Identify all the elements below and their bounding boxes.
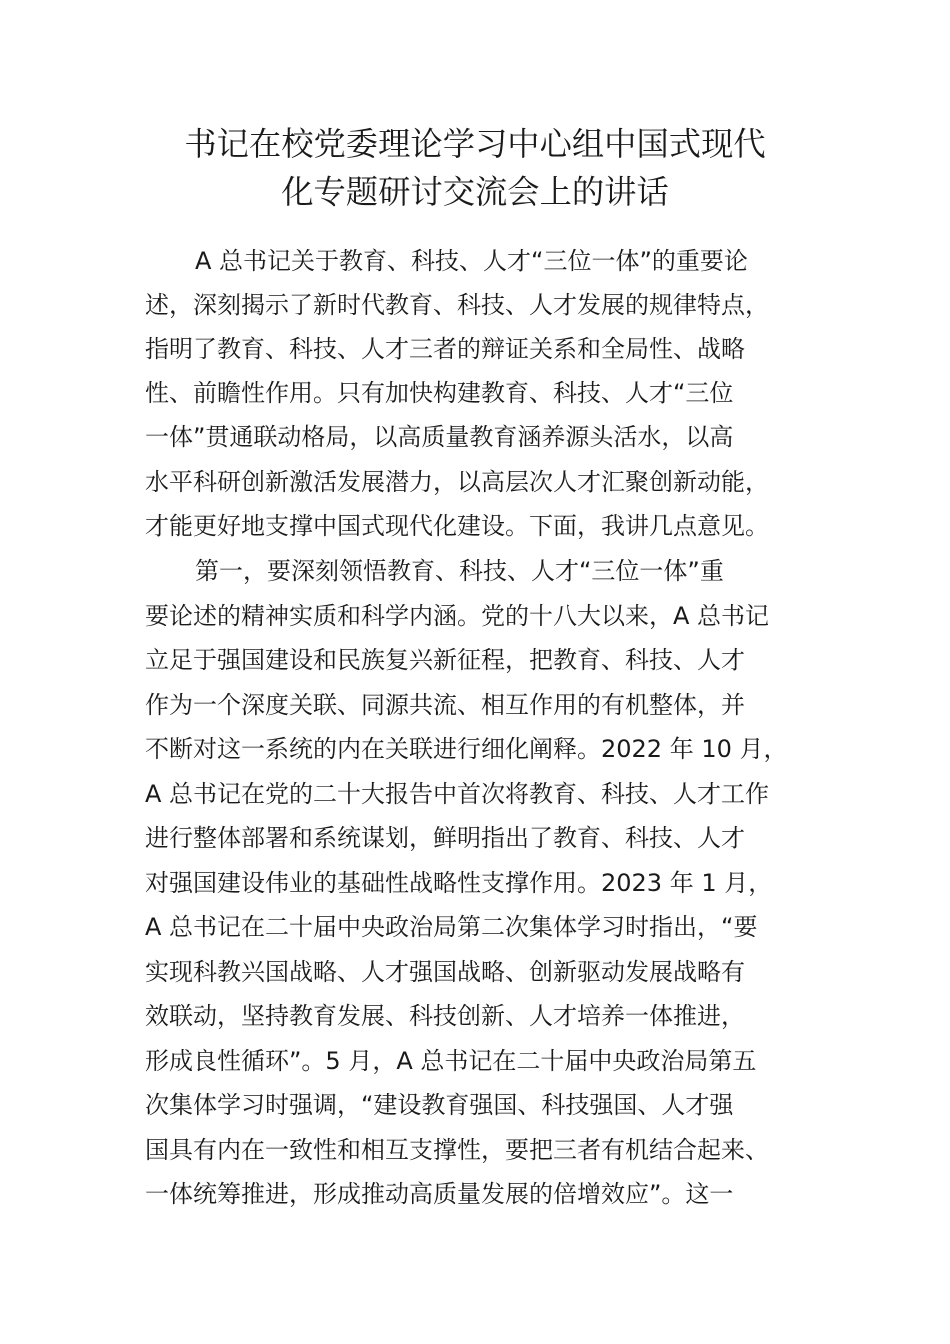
text-line: 国具有内在一致性和相互支撑性，要把三者有机结合起来、: [145, 1136, 769, 1164]
title-line: 化专题研讨交流会上的讲话: [281, 173, 669, 211]
text-line: A 总书记在二十届中央政治局第二次集体学习时指出，“要: [145, 913, 758, 941]
text-line: 指明了教育、科技、人才三者的辩证关系和全局性、战略: [145, 335, 745, 363]
text-line: 实现科教兴国战略、人才强国战略、创新驱动发展战略有: [145, 958, 745, 986]
text-line: 一体”贯通联动格局，以高质量教育涵养源头活水，以高: [145, 423, 734, 451]
document-title: [120, 120, 830, 216]
text-line: 一体统筹推进，形成推动高质量发展的倍增效应”。这一: [145, 1180, 734, 1208]
text-line: 第一，要深刻领悟教育、科技、人才“三位一体”重: [195, 557, 724, 585]
text-line: 性、前瞻性作用。只有加快构建教育、科技、人才“三位: [145, 379, 734, 407]
text-line: 要论述的精神实质和科学内涵。党的十八大以来，A 总书记: [145, 602, 770, 630]
text-line: 不断对这一系统的内在关联进行细化阐释。2022 年 10 月，: [145, 735, 788, 763]
text-line: 效联动，坚持教育发展、科技创新、人才培养一体推进，: [145, 1002, 745, 1030]
text-line: 次集体学习时强调，“建设教育强国、科技强国、人才强: [145, 1091, 734, 1119]
text-line: 才能更好地支撑中国式现代化建设。下面，我讲几点意见。: [145, 512, 769, 540]
title-line: 书记在校党委理论学习中心组中国式现代: [184, 125, 766, 163]
text-line: 立足于强国建设和民族复兴新征程，把教育、科技、人才: [145, 646, 745, 674]
text-line: 形成良性循环”。5 月，A 总书记在二十届中央政治局第五: [145, 1047, 757, 1075]
text-line: 作为一个深度关联、同源共流、相互作用的有机整体，并: [145, 691, 745, 719]
text-line: 进行整体部署和系统谋划，鲜明指出了教育、科技、人才: [145, 824, 745, 852]
text-line: 水平科研创新激活发展潜力，以高层次人才汇聚创新动能，: [145, 468, 769, 496]
text-line: 述，深刻揭示了新时代教育、科技、人才发展的规律特点，: [145, 291, 769, 319]
text-line: A 总书记在党的二十大报告中首次将教育、科技、人才工作: [145, 780, 770, 808]
text-line: 对强国建设伟业的基础性战略性支撑作用。2023 年 1 月，: [145, 869, 773, 897]
text-line: A 总书记关于教育、科技、人才“三位一体”的重要论: [195, 247, 748, 275]
